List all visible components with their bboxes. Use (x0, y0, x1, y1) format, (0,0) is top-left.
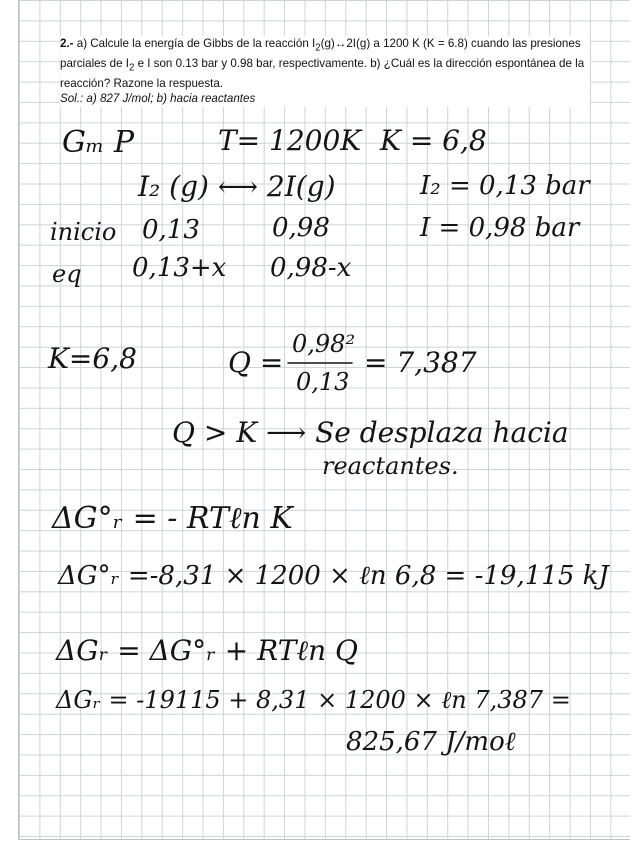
reaction-equation: I₂ (g) ⟷ 2I(g) (138, 170, 336, 203)
eq-i2: 0,13+x (132, 253, 227, 283)
q-denominator: 0,13 (296, 368, 350, 396)
q-result: = 7,387 (364, 346, 477, 379)
gibbs-label: Gₘ P (62, 125, 135, 160)
comparison: Q > K ⟶ Se desplaza hacia (172, 416, 569, 449)
problem-intro: a) Calcule la energía de Gibbs de la reacción (73, 37, 312, 50)
solution-line: Sol.: a) 827 J/mol; b) hacia reactantes (60, 92, 256, 106)
problem-rest: e I son 0.13 bar y 0.98 bar, respectivamente. b) ¿Cuál es la dirección espontánea de la reacción? Razone la respuesta. (60, 56, 585, 90)
inicio-i: 0,98 (272, 213, 330, 243)
inicio-i2: 0,13 (142, 215, 200, 245)
reaction-middle-subscript: 2 (128, 62, 135, 74)
reaction-left-subscript: 2 (315, 42, 321, 54)
gibbs-formula: ΔGᵣ = ΔG°ᵣ + RTℓn Q (56, 634, 358, 667)
q-numerator: 0,98² (292, 330, 356, 358)
eq-label: eq (52, 260, 82, 288)
reaction-left: I (311, 37, 316, 50)
inicio-label: inicio (50, 218, 117, 246)
reaction-middle: (g)↔2I(g) a 1200 K (K = 6.8) cuando las presiones parciales de I (60, 37, 581, 70)
pressure-i: I = 0,98 bar (420, 213, 580, 243)
k-constant: K = 6,8 (380, 124, 487, 157)
problem-number: 2.- (60, 37, 74, 50)
k-restated: K=6,8 (48, 342, 137, 375)
comparison-continued: reactantes. (322, 452, 459, 480)
final-result: 825,67 J/moℓ (346, 727, 516, 757)
pressure-i2: I₂ = 0,13 bar (420, 171, 590, 201)
standard-gibbs-formula: ΔG°ᵣ = - RTℓn K (52, 501, 293, 536)
eq-i: 0,98-x (270, 253, 352, 283)
q-label: Q = (228, 346, 284, 379)
standard-gibbs-calc: ΔG°ᵣ =-8,31 × 1200 × ℓn 6,8 = -19,115 kJ (58, 561, 609, 591)
temperature: T= 1200K (218, 124, 362, 157)
gibbs-calc: ΔGᵣ = -19115 + 8,31 × 1200 × ℓn 7,387 = (56, 686, 571, 714)
